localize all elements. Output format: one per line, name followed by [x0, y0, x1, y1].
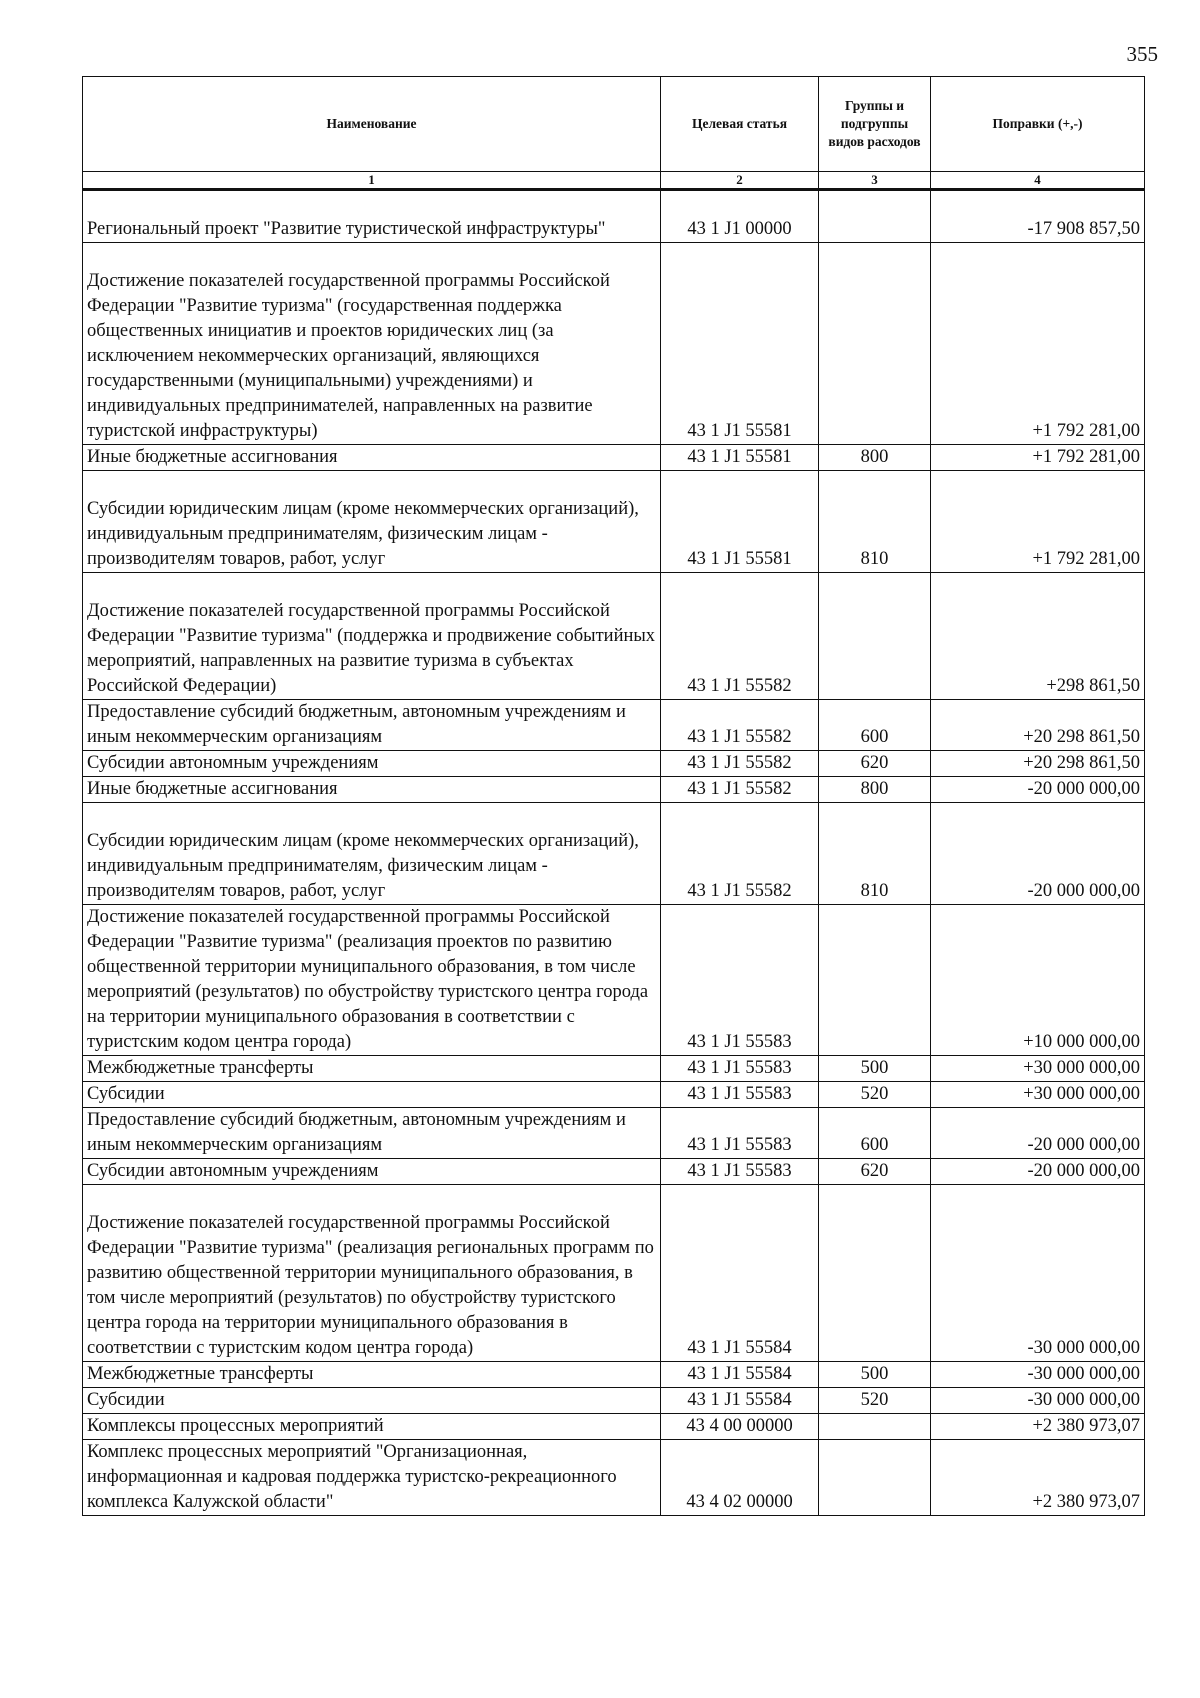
row-expense-group-cell [819, 190, 931, 243]
row-expense-group-cell [819, 1185, 931, 1362]
row-expense-group-cell [819, 905, 931, 1056]
row-amount-cell: -30 000 000,00 [931, 1388, 1145, 1414]
row-target-article-cell: 43 1 J1 55583 [661, 1082, 819, 1108]
table-row [83, 1185, 1145, 1362]
row-expense-group-cell: 620 [819, 1159, 931, 1185]
row-name-cell: Межбюджетные трансферты [83, 1056, 661, 1082]
table-row [83, 700, 1145, 751]
row-name-cell: Предоставление субсидий бюджетным, автономным учреждениям и иным некоммерческим организациям [83, 700, 661, 751]
row-amount-cell: +1 792 281,00 [931, 243, 1145, 445]
header-name: Наименование [83, 77, 661, 172]
table-row [83, 751, 1145, 777]
table-row [83, 777, 1145, 803]
row-amount-cell: -30 000 000,00 [931, 1185, 1145, 1362]
row-name-cell: Достижение показателей государственной программы Российской Федерации "Развитие туризма" (поддержка и продвижение событийных мероприятий, направленных на развитие туризма в субъектах Российской Федерации) [83, 573, 661, 700]
row-expense-group-cell: 500 [819, 1056, 931, 1082]
row-name-cell: Субсидии юридическим лицам (кроме некоммерческих организаций), индивидуальным предпринимателям, физическим лицам - производителям товаров, работ, услуг [83, 471, 661, 573]
row-amount-cell: +298 861,50 [931, 573, 1145, 700]
row-target-article-cell: 43 1 J1 55583 [661, 905, 819, 1056]
row-name-cell: Иные бюджетные ассигнования [83, 445, 661, 471]
row-amount-cell: -20 000 000,00 [931, 777, 1145, 803]
row-amount-cell: +30 000 000,00 [931, 1082, 1145, 1108]
row-expense-group-cell: 810 [819, 803, 931, 905]
table-row [83, 243, 1145, 445]
row-amount-cell: +20 298 861,50 [931, 700, 1145, 751]
row-name-cell: Иные бюджетные ассигнования [83, 777, 661, 803]
row-target-article-cell: 43 1 J1 55581 [661, 445, 819, 471]
row-expense-group-cell: 620 [819, 751, 931, 777]
row-name-cell: Комплексы процессных мероприятий [83, 1414, 661, 1440]
table-row [83, 573, 1145, 700]
row-amount-cell: -30 000 000,00 [931, 1362, 1145, 1388]
row-target-article-cell: 43 1 J1 55581 [661, 243, 819, 445]
row-name-cell: Субсидии автономным учреждениям [83, 751, 661, 777]
header-target-article: Целевая статья [661, 77, 819, 172]
table-row [83, 471, 1145, 573]
row-amount-cell: +20 298 861,50 [931, 751, 1145, 777]
row-name-cell: Комплекс процессных мероприятий "Организационная, информационная и кадровая поддержка туристско-рекреационного комплекса Калужской области" [83, 1440, 661, 1516]
row-target-article-cell: 43 1 J1 55581 [661, 471, 819, 573]
row-name-cell: Достижение показателей государственной программы Российской Федерации "Развитие туризма" (реализация проектов по развитию общественной территории муниципального образования, в том числе мероприятий (результатов) по обустройству туристского центра города на территории муниципального образования в соответствии с туристским кодом центра города) [83, 905, 661, 1056]
table-row [83, 1362, 1145, 1388]
column-number: 1 [83, 172, 661, 190]
table-row [83, 1414, 1145, 1440]
row-expense-group-cell [819, 1414, 931, 1440]
row-expense-group-cell: 810 [819, 471, 931, 573]
row-amount-cell: +1 792 281,00 [931, 445, 1145, 471]
row-amount-cell: +10 000 000,00 [931, 905, 1145, 1056]
table-row [83, 1056, 1145, 1082]
table-row [83, 1159, 1145, 1185]
table-row [83, 190, 1145, 243]
row-expense-group-cell [819, 1440, 931, 1516]
row-amount-cell: -20 000 000,00 [931, 803, 1145, 905]
row-expense-group-cell [819, 573, 931, 700]
row-name-cell: Региональный проект "Развитие туристической инфраструктуры" [83, 190, 661, 243]
row-target-article-cell: 43 1 J1 55582 [661, 803, 819, 905]
row-target-article-cell: 43 4 00 00000 [661, 1414, 819, 1440]
row-target-article-cell: 43 1 J1 55584 [661, 1388, 819, 1414]
row-expense-group-cell: 500 [819, 1362, 931, 1388]
row-name-cell: Предоставление субсидий бюджетным, автономным учреждениям и иным некоммерческим организациям [83, 1108, 661, 1159]
row-target-article-cell: 43 1 J1 55583 [661, 1159, 819, 1185]
row-target-article-cell: 43 1 J1 55582 [661, 700, 819, 751]
page-number: 355 [1126, 42, 1158, 66]
table-row [83, 1082, 1145, 1108]
row-amount-cell: +1 792 281,00 [931, 471, 1145, 573]
row-amount-cell: -17 908 857,50 [931, 190, 1145, 243]
table-row [83, 803, 1145, 905]
table-row [83, 1388, 1145, 1414]
table-row [83, 1108, 1145, 1159]
row-target-article-cell: 43 1 J1 55582 [661, 777, 819, 803]
row-name-cell: Субсидии автономным учреждениям [83, 1159, 661, 1185]
row-target-article-cell: 43 4 02 00000 [661, 1440, 819, 1516]
row-expense-group-cell: 800 [819, 445, 931, 471]
row-target-article-cell: 43 1 J1 55583 [661, 1056, 819, 1082]
row-target-article-cell: 43 1 J1 55584 [661, 1362, 819, 1388]
table-header-row [83, 77, 1145, 172]
row-expense-group-cell: 800 [819, 777, 931, 803]
table-row [83, 905, 1145, 1056]
row-expense-group-cell [819, 243, 931, 445]
budget-amendments-table [82, 76, 1145, 1516]
row-name-cell: Достижение показателей государственной программы Российской Федерации "Развитие туризма" (государственная поддержка общественных инициатив и проектов юридических лиц (за исключением некоммерческих организаций, являющихся государственными (муниципальными) учреждениями) и индивидуальных предпринимателей, направленных на развитие туристской инфраструктуры) [83, 243, 661, 445]
row-target-article-cell: 43 1 J1 55582 [661, 573, 819, 700]
header-expense-groups: Группы и подгруппы видов расходов [819, 77, 931, 172]
row-name-cell: Достижение показателей государственной программы Российской Федерации "Развитие туризма" (реализация региональных программ по развитию общественной территории муниципального образования, в том числе мероприятий (результатов) по обустройству туристского центра города на территории муниципального образования в соответствии с туристским кодом центра города) [83, 1185, 661, 1362]
row-expense-group-cell: 520 [819, 1082, 931, 1108]
row-target-article-cell: 43 1 J1 55582 [661, 751, 819, 777]
row-target-article-cell: 43 1 J1 55583 [661, 1108, 819, 1159]
row-expense-group-cell: 520 [819, 1388, 931, 1414]
column-number: 4 [931, 172, 1145, 190]
row-name-cell: Субсидии юридическим лицам (кроме некоммерческих организаций), индивидуальным предпринимателям, физическим лицам - производителям товаров, работ, услуг [83, 803, 661, 905]
row-amount-cell: +2 380 973,07 [931, 1414, 1145, 1440]
row-amount-cell: -20 000 000,00 [931, 1108, 1145, 1159]
row-amount-cell: -20 000 000,00 [931, 1159, 1145, 1185]
row-expense-group-cell: 600 [819, 1108, 931, 1159]
header-amendments: Поправки (+,-) [931, 77, 1145, 172]
row-name-cell: Межбюджетные трансферты [83, 1362, 661, 1388]
row-target-article-cell: 43 1 J1 55584 [661, 1185, 819, 1362]
column-numbers-row [83, 172, 1145, 190]
row-amount-cell: +30 000 000,00 [931, 1056, 1145, 1082]
row-target-article-cell: 43 1 J1 00000 [661, 190, 819, 243]
column-number: 2 [661, 172, 819, 190]
table-row [83, 445, 1145, 471]
table-body [83, 190, 1145, 1516]
row-amount-cell: +2 380 973,07 [931, 1440, 1145, 1516]
table-row [83, 1440, 1145, 1516]
row-name-cell: Субсидии [83, 1082, 661, 1108]
row-name-cell: Субсидии [83, 1388, 661, 1414]
column-number: 3 [819, 172, 931, 190]
row-expense-group-cell: 600 [819, 700, 931, 751]
